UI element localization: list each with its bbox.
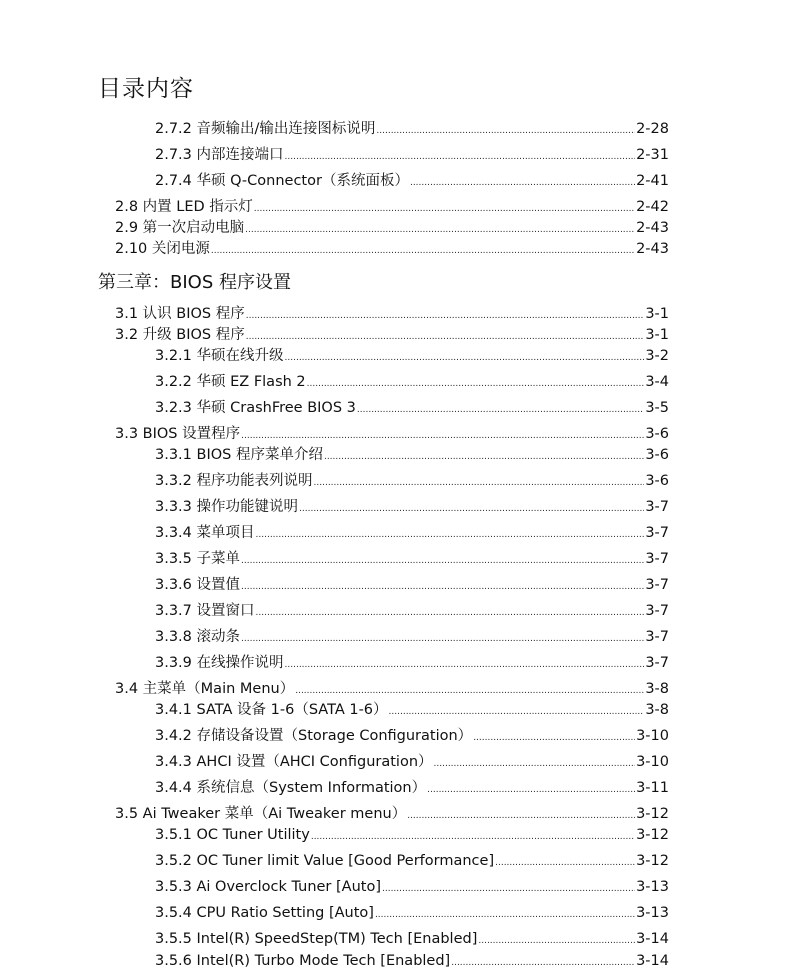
toc-entry-page: 3-2 <box>645 348 669 364</box>
toc-entry <box>155 601 669 623</box>
toc-leader-dots <box>246 325 645 347</box>
toc-entry-page: 3-7 <box>645 525 669 541</box>
toc-entry <box>155 346 669 368</box>
toc-entry-label: 2.9 第一次启动电脑 <box>115 220 245 236</box>
toc-entry <box>155 119 669 141</box>
toc-entry-page: 3-10 <box>636 728 669 744</box>
toc-entry-label: 3.3.8 滚动条 <box>155 629 241 645</box>
toc-entry-page: 3-14 <box>636 931 669 947</box>
toc-entry-page: 2-42 <box>636 199 669 215</box>
toc-entry-page: 3-1 <box>645 327 669 343</box>
toc-entry-label: 3.5.2 OC Tuner limit Value [Good Performance] <box>155 853 495 869</box>
toc-entry-page: 3-1 <box>645 306 669 322</box>
toc-entry <box>155 549 669 571</box>
toc-leader-dots <box>410 171 635 193</box>
toc-entry-label: 3.1 认识 BIOS 程序 <box>115 306 245 322</box>
toc-entry-label: 2.7.2 音频输出/输出连接图标说明 <box>155 121 376 137</box>
toc-entry-page: 3-6 <box>645 473 669 489</box>
toc-entry-page: 3-13 <box>636 879 669 895</box>
toc-entry-page: 3-14 <box>636 953 669 969</box>
toc-entry <box>115 218 669 240</box>
toc-leader-dots <box>241 549 644 571</box>
toc-leader-dots <box>376 119 635 141</box>
toc-entry <box>115 679 669 701</box>
toc-entry <box>115 304 669 326</box>
toc-leader-dots <box>295 679 644 701</box>
toc-entry-label: 3.3 BIOS 设置程序 <box>115 426 241 442</box>
toc-entry-page: 3-8 <box>645 681 669 697</box>
toc-entry-label: 3.2.1 华硕在线升级 <box>155 348 284 364</box>
toc-entry-label: 3.4.4 系统信息（System Information） <box>155 780 427 796</box>
toc-entry-page: 3-12 <box>636 827 669 843</box>
toc-entry-page: 3-7 <box>645 629 669 645</box>
toc-entry <box>155 471 669 493</box>
toc-entry-label: 3.4.3 AHCI 设置（AHCI Configuration） <box>155 754 433 770</box>
toc-entry-page: 3-7 <box>645 603 669 619</box>
toc-leader-dots <box>314 471 645 493</box>
toc-entry <box>155 145 669 167</box>
toc-entry-page: 3-12 <box>636 806 669 822</box>
toc-entry-page: 3-7 <box>645 551 669 567</box>
toc-entry-label: 3.3.5 子菜单 <box>155 551 241 567</box>
toc-entry-page: 2-43 <box>636 220 669 236</box>
toc-leader-dots <box>307 372 645 394</box>
toc-entry-label: 2.7.3 内部连接端口 <box>155 147 284 163</box>
toc-entry-label: 3.3.7 设置窗口 <box>155 603 255 619</box>
toc-leader-dots <box>434 752 636 774</box>
toc-entry <box>115 325 669 347</box>
toc-entry <box>155 951 669 973</box>
toc-leader-dots <box>389 700 645 722</box>
toc-leader-dots <box>357 398 644 420</box>
toc-leader-dots <box>245 218 635 240</box>
toc-entry <box>155 627 669 649</box>
toc-entry <box>115 197 669 219</box>
toc-entry-page: 3-7 <box>645 499 669 515</box>
chapter-title: 第三章：BIOS 程序设置 <box>98 272 291 293</box>
toc-leader-dots <box>241 424 644 446</box>
toc-entry <box>155 877 669 899</box>
toc-leader-dots <box>254 197 635 219</box>
toc-leader-dots <box>241 627 644 649</box>
toc-entry-label: 3.5.3 Ai Overclock Tuner [Auto] <box>155 879 381 895</box>
toc-entry-page: 2-31 <box>636 147 669 163</box>
toc-leader-dots <box>427 778 635 800</box>
toc-leader-dots <box>473 726 635 748</box>
toc-entry <box>115 239 669 261</box>
toc-leader-dots <box>241 575 644 597</box>
toc-entry <box>155 445 669 467</box>
toc-entry-label: 3.3.4 菜单项目 <box>155 525 255 541</box>
toc-entry <box>155 778 669 800</box>
toc-entry-page: 2-28 <box>636 121 669 137</box>
toc-entry-label: 3.5 Ai Tweaker 菜单（Ai Tweaker menu） <box>115 806 407 822</box>
toc-entry <box>155 726 669 748</box>
toc-entry <box>155 653 669 675</box>
toc-entry-page: 3-7 <box>645 655 669 671</box>
toc-leader-dots <box>285 653 645 675</box>
toc-entry-label: 3.4.2 存储设备设置（Storage Configuration） <box>155 728 473 744</box>
toc-leader-dots <box>382 877 635 899</box>
toc-entry-label: 3.3.9 在线操作说明 <box>155 655 284 671</box>
toc-leader-dots <box>285 145 636 167</box>
toc-entry <box>155 497 669 519</box>
toc-entry-label: 3.5.5 Intel(R) SpeedStep(TM) Tech [Enabled] <box>155 931 478 947</box>
toc-entry <box>155 825 669 847</box>
toc-leader-dots <box>495 851 635 873</box>
toc-entry <box>155 903 669 925</box>
toc-entry <box>155 851 669 873</box>
toc-leader-dots <box>478 929 635 951</box>
toc-entry <box>155 372 669 394</box>
toc-leader-dots <box>256 523 645 545</box>
toc-entry <box>155 575 669 597</box>
toc-leader-dots <box>375 903 635 925</box>
toc-entry-label: 2.10 关闭电源 <box>115 241 210 257</box>
toc-entry-page: 3-11 <box>636 780 669 796</box>
toc-entry-label: 3.5.6 Intel(R) Turbo Mode Tech [Enabled] <box>155 953 451 969</box>
toc-entry <box>155 398 669 420</box>
toc-leader-dots <box>285 346 645 368</box>
toc-entry-page: 3-10 <box>636 754 669 770</box>
toc-entry-label: 3.4.1 SATA 设备 1-6（SATA 1-6） <box>155 702 388 718</box>
toc-entry <box>155 752 669 774</box>
toc-leader-dots <box>256 601 645 623</box>
toc-entry-label: 3.3.2 程序功能表列说明 <box>155 473 313 489</box>
toc-entry-page: 3-8 <box>645 702 669 718</box>
toc-entry-page: 3-6 <box>645 426 669 442</box>
toc-entry-label: 3.2.2 华硕 EZ Flash 2 <box>155 374 306 390</box>
toc-leader-dots <box>324 445 644 467</box>
toc-entry-label: 3.3.3 操作功能键说明 <box>155 499 299 515</box>
toc-entry-label: 2.7.4 华硕 Q-Connector（系统面板） <box>155 173 409 189</box>
toc-entry-page: 3-13 <box>636 905 669 921</box>
toc-entry-page: 2-41 <box>636 173 669 189</box>
toc-entry-label: 3.2.3 华硕 CrashFree BIOS 3 <box>155 400 356 416</box>
toc-entry <box>115 424 669 446</box>
toc-entry-page: 3-6 <box>645 447 669 463</box>
toc-leader-dots <box>246 304 645 326</box>
toc-leader-dots <box>299 497 644 519</box>
toc-entry <box>155 171 669 193</box>
toc-entry-page: 3-5 <box>645 400 669 416</box>
toc-entry-label: 3.5.1 OC Tuner Utility <box>155 827 310 843</box>
toc-entry-label: 3.4 主菜单（Main Menu） <box>115 681 295 697</box>
toc-leader-dots <box>311 825 635 847</box>
toc-leader-dots <box>407 804 635 826</box>
toc-entry <box>155 700 669 722</box>
toc-leader-dots <box>211 239 635 261</box>
toc-entry-page: 2-43 <box>636 241 669 257</box>
toc-entry-label: 3.3.1 BIOS 程序菜单介绍 <box>155 447 323 463</box>
toc-entry-page: 3-4 <box>645 374 669 390</box>
page-title: 目录内容 <box>98 76 194 102</box>
toc-entry-page: 3-7 <box>645 577 669 593</box>
toc-entry-label: 2.8 内置 LED 指示灯 <box>115 199 253 215</box>
toc-entry-label: 3.3.6 设置值 <box>155 577 241 593</box>
toc-entry-page: 3-12 <box>636 853 669 869</box>
toc-leader-dots <box>451 951 635 973</box>
toc-entry-label: 3.5.4 CPU Ratio Setting [Auto] <box>155 905 374 921</box>
toc-entry <box>155 523 669 545</box>
toc-entry <box>115 804 669 826</box>
toc-entry-label: 3.2 升级 BIOS 程序 <box>115 327 245 343</box>
toc-entry <box>155 929 669 951</box>
